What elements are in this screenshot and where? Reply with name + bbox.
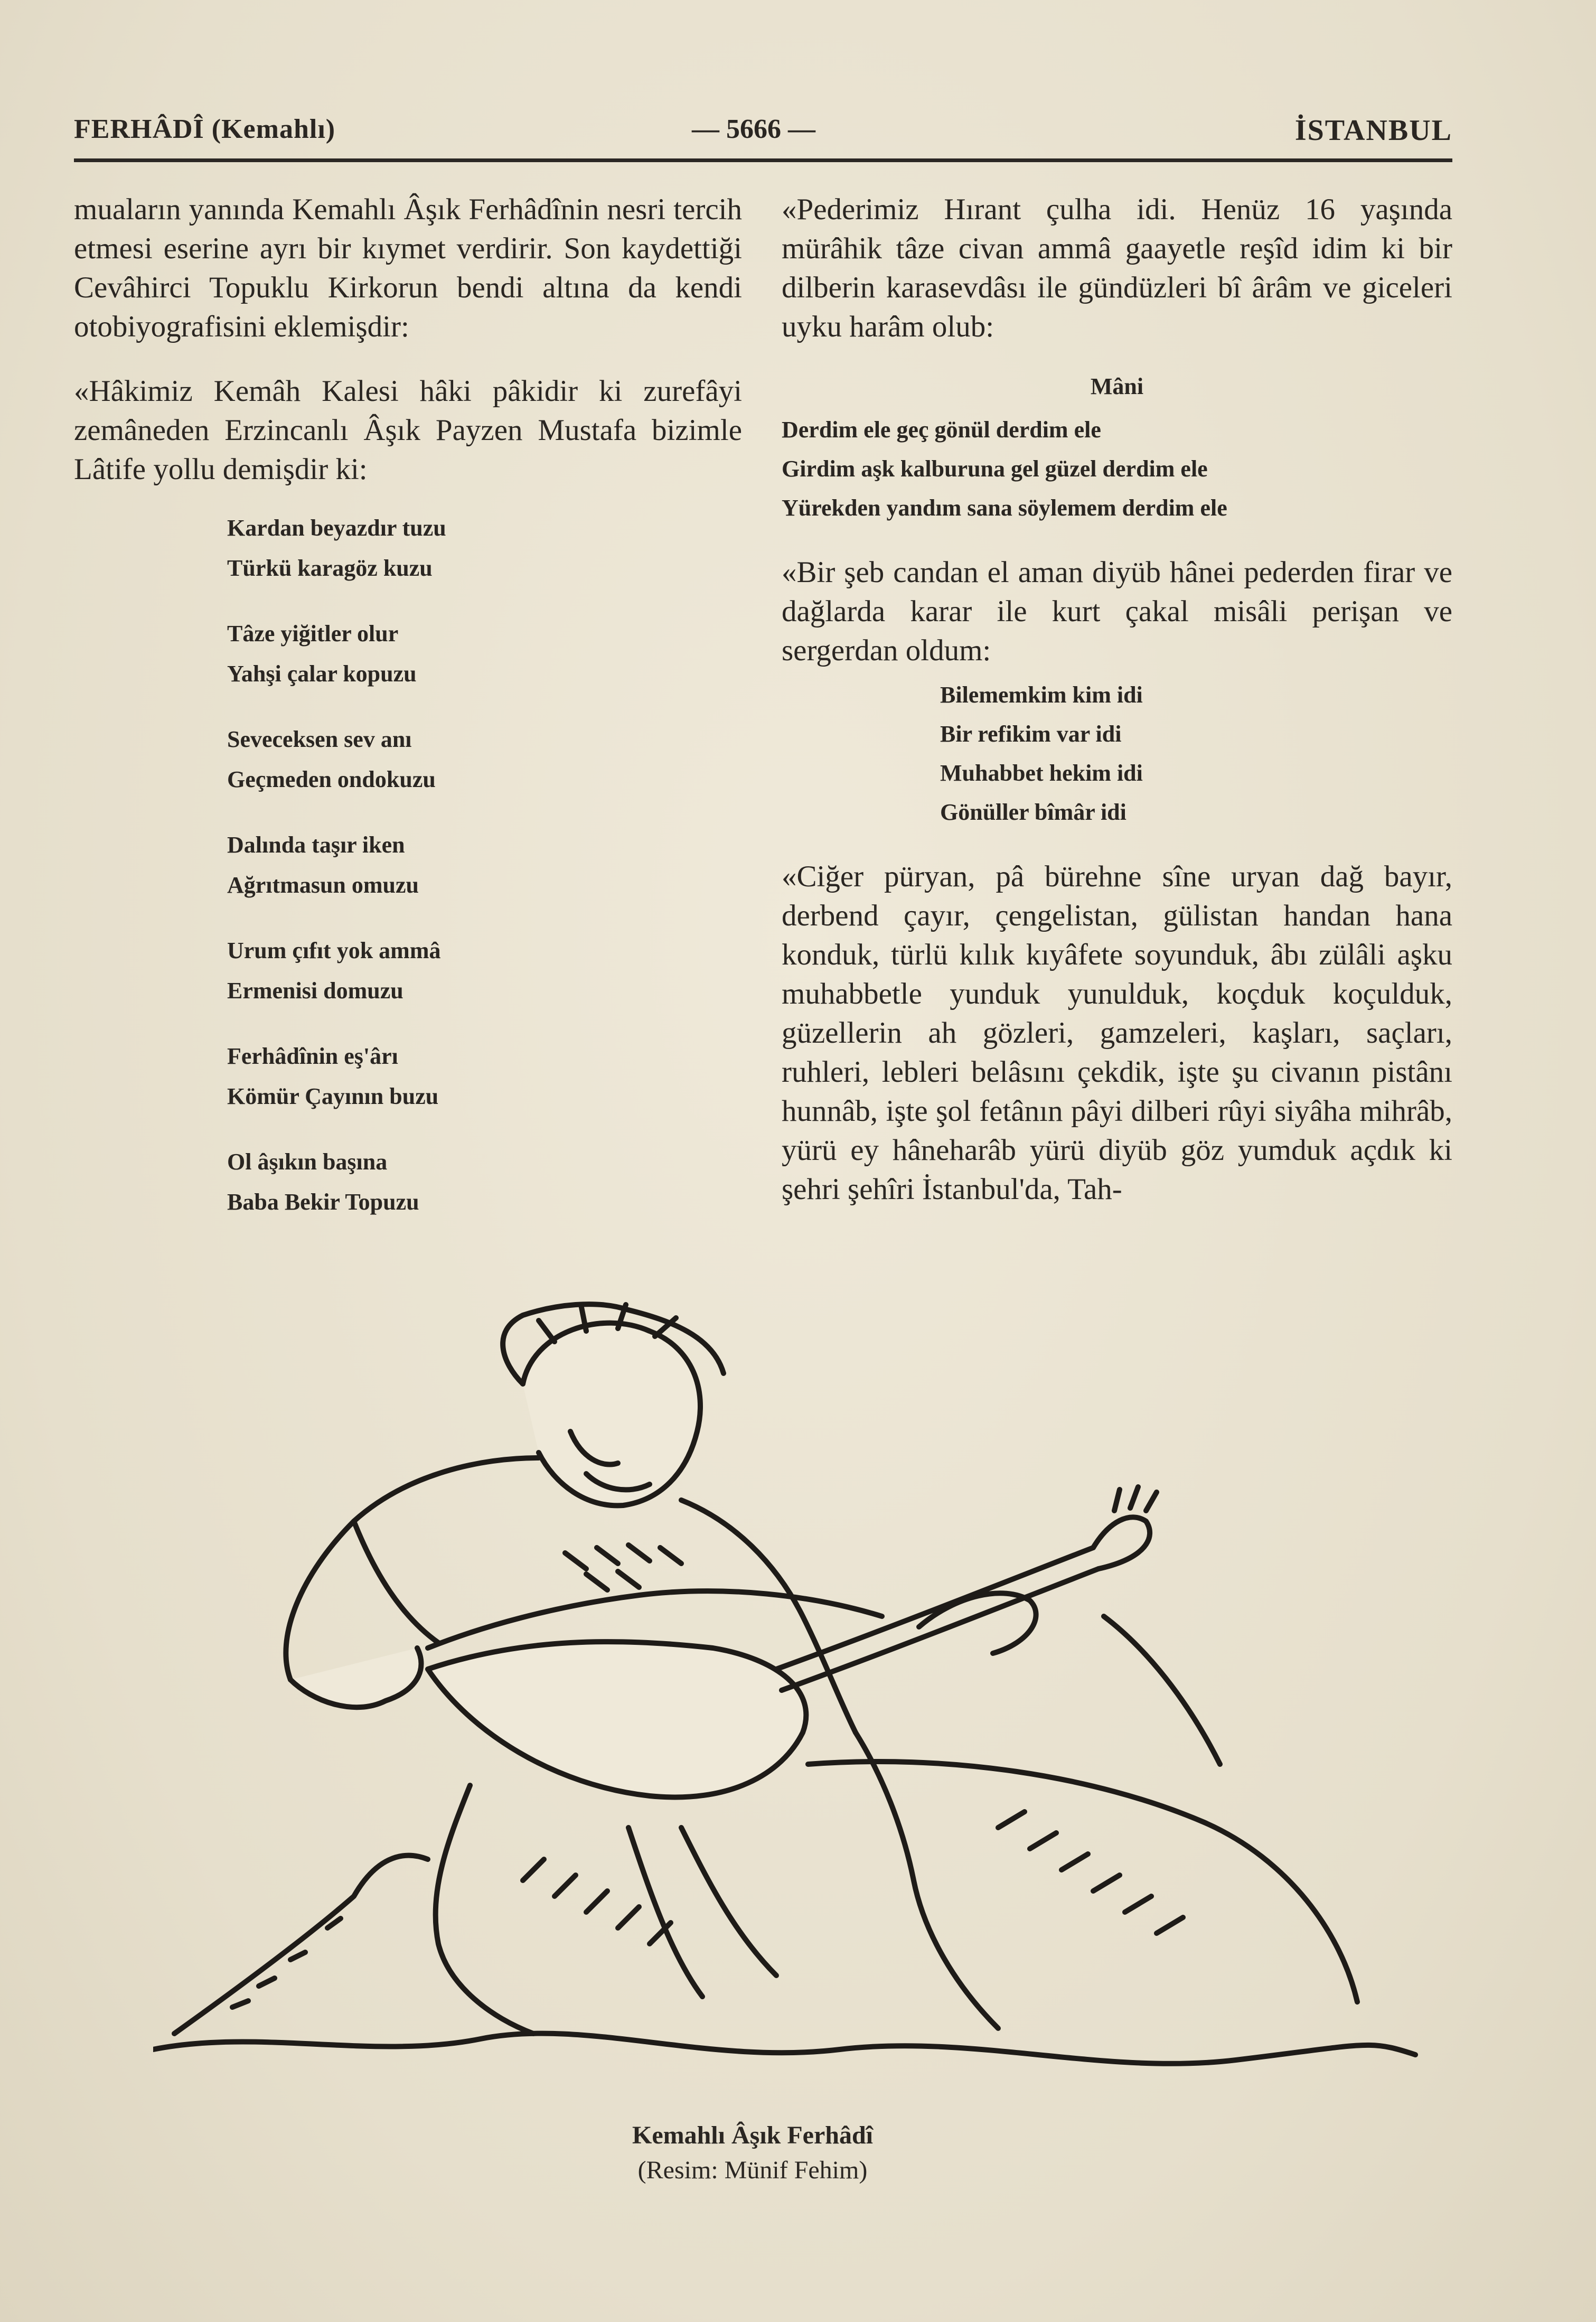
stanza <box>227 825 742 905</box>
ciger-paragraph: «Ciğer püryan, pâ bürehne sîne uryan dağ bayır, derbend çayır, çengelistan, gülistan handan hana konduk, türlü kılık kıyâfete soyunduk, âbı zülâli aşku muhabbetle yunduk yunulduk, koçduk koçulduk, güzellerin ah gözleri, gamzeleri, kaşları, saçları, ruhleri, lebleri belâsını çekdik, işte şu civanın pistânı hunnâb, işte şol fetânın pâyi dilberi rûyi siyâha mihrâb, yürü ey hâneharâb yürü diyüb göz yumduk açdık ki şehri şehîri İstanbul'da, Tah- <box>782 860 1452 1206</box>
verse-line: Gönüller bîmâr idi <box>940 799 1126 825</box>
verse-line: Yahşi çalar kopuzu <box>227 661 417 687</box>
stanza <box>227 1142 742 1222</box>
verse-line: Kömür Çayının buzu <box>227 1083 439 1109</box>
quote-paragraph: «Hâkimiz Kemâh Kalesi hâki pâkidir ki zurefâyi zemâneden Erzincanlı Âşık Payzen Mustafa bizimle Lâtife yollu demişdir ki: <box>74 374 742 486</box>
verse-line: Ferhâdînin eş'ârı <box>227 1043 398 1069</box>
page-number: — 5666 — <box>692 114 815 144</box>
left-poem <box>227 508 742 1222</box>
bilemem-poem <box>940 676 1452 832</box>
mani-line: Girdim aşk kalburuna gel güzel derdim ele <box>782 456 1208 482</box>
verse-line: Seveceksen sev anı <box>227 726 412 752</box>
bir-seb-paragraph: «Bir şeb candan el aman diyüb hânei pederden firar ve dağlarda karar ile kurt çakal misâli perişan ve sergerdan oldum: <box>782 556 1452 667</box>
caption-title: Kemahlı Âşık Ferhâdî <box>632 2121 874 2149</box>
verse-line: Urum çıfıt yok ammâ <box>227 938 441 963</box>
stanza <box>227 719 742 800</box>
verse-line: Baba Bekir Topuzu <box>227 1189 419 1215</box>
stanza <box>227 1036 742 1117</box>
header-rule <box>74 158 1452 162</box>
mani-line: Derdim ele geç gönül derdim ele <box>782 417 1101 443</box>
left-column <box>74 190 742 1248</box>
verse-line: Geçmeden ondokuzu <box>227 766 436 792</box>
stanza <box>227 508 742 588</box>
caption-credit: (Resim: Münif Fehim) <box>637 2156 868 2184</box>
running-title: FERHÂDÎ (Kemahlı) <box>74 114 336 144</box>
verse-line: Kardan beyazdır tuzu <box>227 515 446 541</box>
verse-line: Ağrıtmasun omuzu <box>227 872 419 898</box>
verse-line: Ermenisi domuzu <box>227 978 403 1004</box>
pederimiz-paragraph: «Pederimiz Hırant çulha idi. Henüz 16 yaşında mürâhik tâze civan ammâ gaayetle reşîd idim ki bir dilberin karasevdâsı ile gündüzleri bî ârâm ve giceleri uyku harâm olub: <box>782 193 1452 343</box>
section-title: İSTANBUL <box>1294 114 1452 147</box>
mani-title: Mâni <box>1090 373 1144 399</box>
illustration-caption <box>528 2118 977 2188</box>
verse-line: Dalında taşır iken <box>227 832 405 858</box>
stanza <box>227 931 742 1011</box>
illustration-saz-player <box>153 1299 1421 2129</box>
stanza <box>227 614 742 694</box>
verse-line: Türkü karagöz kuzu <box>227 555 433 581</box>
verse-line: Muhabbet hekim idi <box>940 760 1143 786</box>
verse-line: Bir refikim var idi <box>940 721 1122 747</box>
verse-line: Ol âşıkın başına <box>227 1149 388 1175</box>
mani-block <box>782 373 1452 528</box>
page-header <box>74 114 1452 156</box>
verse-line: Tâze yiğitler olur <box>227 621 399 647</box>
right-column <box>782 190 1452 1209</box>
mani-line: Yürekden yandım sana söylemem derdim ele <box>782 495 1227 521</box>
intro-paragraph: muaların yanında Kemahlı Âşık Ferhâdînin nesri tercih etmesi eserine ayrı bir kıymet verdirir. Son kaydettiği Cevâhirci Topuklu Kirkorun bendi altına da kendi otobiyografisini eklemişdir: <box>74 193 742 343</box>
verse-line: Bilememkim kim idi <box>940 682 1143 708</box>
